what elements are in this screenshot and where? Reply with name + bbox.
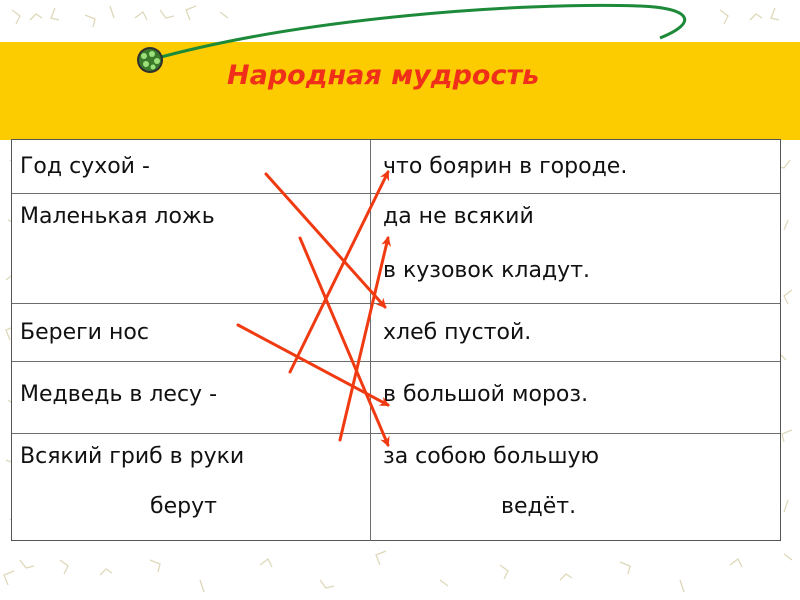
- page-title: Народная мудрость: [227, 60, 540, 91]
- cell-text: в большой мороз.: [383, 382, 589, 407]
- table-row: [12, 434, 780, 541]
- cell-text: Год сухой -: [20, 154, 150, 179]
- proverb-end-cell: [371, 434, 781, 541]
- cell-text: берут: [150, 494, 217, 519]
- proverb-table: [11, 139, 781, 541]
- table-row: [12, 194, 780, 304]
- proverb-end-cell: [371, 362, 781, 433]
- table-row: [12, 362, 780, 434]
- cell-text: Маленькая ложь: [20, 204, 215, 229]
- table-row: [12, 304, 780, 362]
- cell-text: да не всякий: [383, 204, 534, 229]
- cell-text: ведёт.: [501, 494, 577, 519]
- cell-text: хлеб пустой.: [383, 320, 532, 345]
- proverb-end-cell: [371, 304, 781, 361]
- proverb-start-cell: [12, 434, 371, 541]
- cell-text: в кузовок кладут.: [383, 258, 591, 283]
- cell-text: Всякий гриб в руки: [20, 444, 245, 469]
- proverb-start-cell: [12, 304, 371, 361]
- green-orb-icon: [137, 47, 163, 73]
- cell-text: Береги нос: [20, 320, 149, 345]
- cell-text: что боярин в городе.: [383, 154, 628, 179]
- cell-text: за собою большую: [383, 444, 599, 469]
- proverb-start-cell: [12, 362, 371, 433]
- cell-text: Медведь в лесу -: [20, 382, 218, 407]
- proverb-end-cell: [371, 140, 781, 193]
- proverb-end-cell: [371, 194, 781, 303]
- proverb-start-cell: [12, 194, 371, 303]
- table-row: [12, 140, 780, 194]
- proverb-start-cell: [12, 140, 371, 193]
